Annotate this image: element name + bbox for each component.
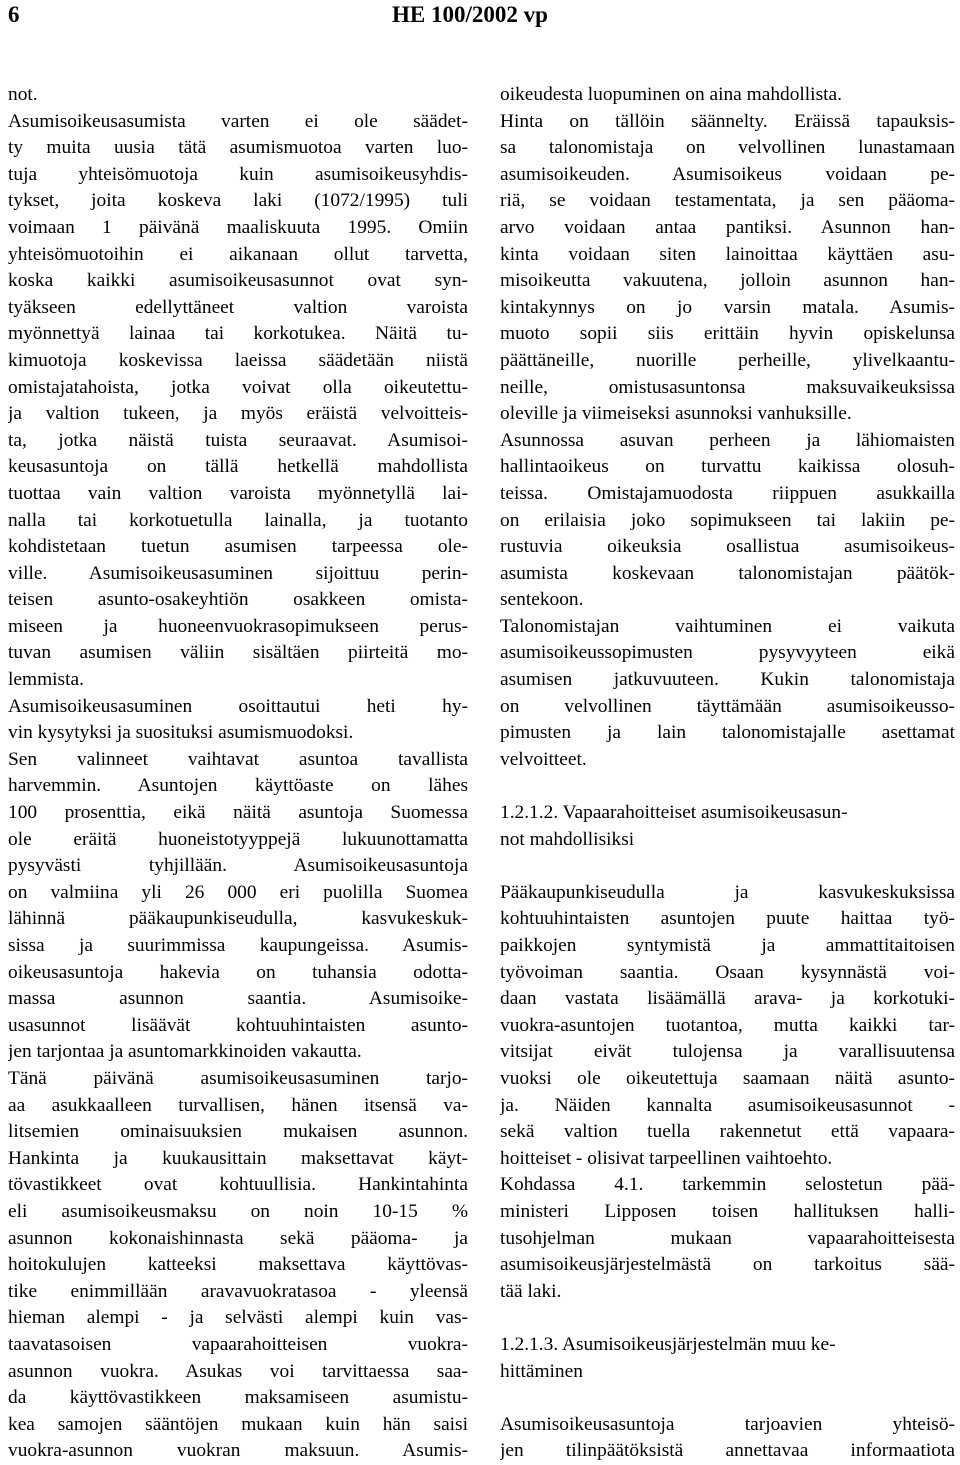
text-line: muoto sopii siis erittäin hyvin opiskelunsa <box>500 323 955 345</box>
text-line: Sen valinneet vaihtavat asuntoa tavallista <box>8 748 468 770</box>
text-line: hieman alempi - ja selvästi alempi kuin vas- <box>8 1307 468 1329</box>
text-line: Pääkaupunkiseudulla ja kasvukeskuksissa <box>500 881 955 903</box>
text-line: on velvollinen täyttämään asumisoikeusso- <box>500 695 955 717</box>
text-line: pimusten ja lain talonomistajalle asettamat <box>500 722 955 744</box>
text-line: ville. Asumisoikeusasuminen sijoittuu perin- <box>8 562 468 584</box>
text-line: yhteisömuotoihin ei aikanaan ollut tarvetta, <box>8 243 468 265</box>
text-line: sissa ja suurimmissa kaupungeissa. Asumis- <box>8 935 468 956</box>
text-line: massa asunnon saantia. Asumisoike- <box>8 988 468 1010</box>
text-line: teissa. Omistajamuodosta riippuen asukkailla <box>500 482 955 504</box>
text-line: asumisoikeussopimusten pysyvyyteen eikä <box>500 642 955 664</box>
text-line: Asunnossa asuvan perheen ja lähiomaisten <box>500 429 955 451</box>
text-line: ta, jotka näistä tuista seuraavat. Asumisoi- <box>8 429 468 451</box>
blank-line <box>500 853 955 880</box>
text-line: teisen asunto-osakeyhtiön osakkeen omista- <box>8 589 468 611</box>
text-line: kimuotoja koskevissa laeissa säädetään niistä <box>8 349 468 371</box>
text-line: sekä valtion tuella rakennetut että vapaara- <box>500 1121 955 1143</box>
text-line: Hinta on tällöin säännelty. Eräissä tapauksis- <box>500 110 955 132</box>
text-line: asumisoikeuden. Asumisoikeus voidaan pe- <box>500 163 955 185</box>
text-line: ja. Näiden kannalta asumisoikeusasunnot - <box>500 1094 955 1116</box>
text-line: päättäneille, nuorille perheille, ylivelkaantu- <box>500 349 955 371</box>
blank-line <box>500 773 955 800</box>
text-line: vitsijat eivät tulojensa ja varallisuutensa <box>500 1041 955 1063</box>
text-line: myönnettyä lainaa tai korkotukea. Näitä tu- <box>8 323 468 345</box>
text-line: paikkojen syntymistä ja ammattitaitoisen <box>500 935 955 956</box>
text-line: työvoiman saantia. Osaan kysynnästä voi- <box>500 961 955 983</box>
page-header <box>0 0 960 40</box>
text-line: sentekoon. <box>500 589 584 611</box>
text-line: asumisen jatkuvuuteen. Kukin talonomistaja <box>500 669 955 691</box>
text-line: hoitokulujen katteeksi maksettava käyttövas- <box>8 1254 468 1276</box>
text-line: on valmiina yli 26 000 eri puolilla Suomea <box>8 881 468 903</box>
text-line: jen tilinpäätöksistä annettavaa informaatiota <box>500 1440 955 1462</box>
text-line: vuoksi ole oikeutettuja saamaan näitä asunto- <box>500 1067 955 1089</box>
text-line: arvo voidaan antaa pantiksi. Asunnon han- <box>500 216 955 238</box>
text-line: Asumisoikeusasuntoja tarjoavien yhteisö- <box>500 1413 955 1435</box>
text-line: usasunnot lisäävät kohtuuhintaisten asunto- <box>8 1014 468 1036</box>
text-line: asumista koskevaan talonomistajan päätök- <box>500 562 955 584</box>
text-line: asunnon vuokra. Asukas voi tarvittaessa saa- <box>8 1360 468 1382</box>
text-line: da käyttövastikkeen maksamiseen asumistu- <box>8 1387 468 1409</box>
text-line: Talonomistajan vaihtuminen ei vaikuta <box>500 615 955 637</box>
text-line: lemmista. <box>8 669 84 691</box>
text-line: tusohjelman mukaan vapaarahoitteisesta <box>500 1227 955 1249</box>
text-line: tuja yhteisömuotoja kuin asumisoikeusyhdis- <box>8 163 468 185</box>
text-line: kintakynnys on jo varsin matala. Asumis- <box>500 296 955 318</box>
text-line: pysyvästi tyhjillään. Asumisoikeusasuntoja <box>8 855 468 877</box>
text-line: hoitteiset - olisivat tarpeellinen vaihtoehto. <box>500 1147 833 1169</box>
text-line: asunnon kokonaishinnasta sekä pääoma- ja <box>8 1227 468 1249</box>
text-line: tuvan asumisen väliin sisältäen piirteitä mo- <box>8 642 468 664</box>
text-line: tuottaa vain valtion varoista myönnetyllä lai- <box>8 482 468 504</box>
right-text-column <box>500 82 955 1465</box>
text-line: misoikeutta vakuutena, jolloin asunnon han- <box>500 270 955 292</box>
text-line: Kohdassa 4.1. tarkemmin selostetun pää- <box>500 1174 955 1196</box>
text-line: oikeudesta luopuminen on aina mahdollista. <box>500 84 842 105</box>
document-id: HE 100/2002 vp <box>392 2 548 27</box>
text-line: Asumisoikeusasumista varten ei ole säädet- <box>8 110 468 132</box>
text-line: 1.2.1.3. Asumisoikeusjärjestelmän muu ke- <box>500 1333 836 1355</box>
text-line: aa asukkaalleen turvallisen, hänen itsensä va- <box>8 1094 468 1116</box>
text-line: neille, omistusasuntonsa maksuvaikeuksissa <box>500 376 955 398</box>
text-line: hallintaoikeus on turvattu kaikissa olosuh- <box>500 456 955 478</box>
text-line: kohtuuhintaisten asuntojen puute haittaa työ- <box>500 908 955 930</box>
text-line: oikeusasuntoja hakevia on tuhansia odotta- <box>8 961 468 983</box>
text-line: ministeri Lipposen toisen hallituksen halli- <box>500 1200 955 1222</box>
text-line: omistajatahoista, jotka voivat olla oikeutettu- <box>8 376 468 398</box>
text-line: koska kaikki asumisoikeusasunnot ovat syn- <box>8 270 468 292</box>
text-line: jen tarjontaa ja asuntomarkkinoiden vakautta. <box>8 1041 362 1063</box>
text-line: ty muita uusia tätä asumismuotoa varten luo- <box>8 137 468 159</box>
text-line: nalla tai korkotuetulla lainalla, ja tuotanto <box>8 509 468 531</box>
text-line: taavatasoisen vapaarahoitteisen vuokra- <box>8 1333 468 1355</box>
text-line: tää laki. <box>500 1280 562 1302</box>
text-line: kinta voidaan siten lainoittaa käyttäen asu- <box>500 243 955 265</box>
text-line: tyäkseen edellyttäneet valtion varoista <box>8 296 468 318</box>
text-line: Asumisoikeusasuminen osoittautui heti hy- <box>8 695 468 717</box>
text-line: vin kysytyksi ja suosituksi asumismuodoksi. <box>8 722 354 744</box>
blank-line <box>500 1305 955 1332</box>
text-line: tykset, joita koskeva laki (1072/1995) tuli <box>8 190 468 212</box>
text-line: riä, se voidaan testamentata, ja sen pääoma- <box>500 190 955 212</box>
text-line: miseen ja huoneenvuokrasopimukseen perus- <box>8 615 468 637</box>
text-line: rustuvia oikeuksia osallistua asumisoikeus- <box>500 536 955 558</box>
text-line: litsemien ominaisuuksien mukaisen asunnon. <box>8 1121 468 1143</box>
text-line: Hankinta ja kuukausittain maksettavat käyt- <box>8 1147 468 1169</box>
text-line: 1.2.1.2. Vapaarahoitteiset asumisoikeusasun- <box>500 802 848 824</box>
text-line: 100 prosenttia, eikä näitä asuntoja Suomessa <box>8 802 468 824</box>
text-line: kea samojen sääntöjen mukaan kuin hän saisi <box>8 1413 468 1435</box>
text-line: sa talonomistaja on velvollinen lunastamaan <box>500 137 955 159</box>
text-line: ja valtion tukeen, ja myös eräistä velvoitteis- <box>8 403 468 425</box>
text-line: voimaan 1 päivänä maaliskuuta 1995. Omiin <box>8 216 468 238</box>
text-line: ole eräitä huoneistotyyppejä lukuunottamatta <box>8 828 468 850</box>
text-line: asumisoikeusjärjestelmästä on tarkoitus sää- <box>500 1254 955 1276</box>
left-text-column <box>8 82 468 1465</box>
text-line: not mahdollisiksi <box>500 828 635 850</box>
text-line: velvoitteet. <box>500 748 587 770</box>
text-line: Tänä päivänä asumisoikeusasuminen tarjo- <box>8 1067 468 1089</box>
text-line: vuokra-asuntojen tuotantoa, mutta kaikki tar- <box>500 1014 955 1036</box>
text-line: vuokra-asunnon vuokran maksuun. Asumis- <box>8 1440 468 1462</box>
text-line: tövastikkeet ovat kohtuullisia. Hankintahinta <box>8 1174 468 1196</box>
text-line: tike enimmillään aravavuokratasoa - yleensä <box>8 1280 468 1302</box>
text-line: eli asumisoikeusmaksu on noin 10-15 % <box>8 1200 468 1222</box>
text-line: lähinnä pääkaupunkiseudulla, kasvukeskuk- <box>8 908 468 930</box>
text-line: daan vastata lisäämällä arava- ja korkotuki- <box>500 988 955 1010</box>
blank-line <box>500 1385 955 1412</box>
text-line: hittäminen <box>500 1360 583 1382</box>
text-line: oleville ja viimeiseksi asunnoksi vanhuksille. <box>500 403 852 425</box>
page-number: 6 <box>8 2 20 27</box>
text-line: on erilaisia joko sopimukseen tai lakiin pe- <box>500 509 955 531</box>
text-line: kohdistetaan tuetun asumisen tarpeessa ole- <box>8 536 468 558</box>
text-line: harvemmin. Asuntojen käyttöaste on lähes <box>8 775 468 797</box>
text-line: keusasuntoja on tällä hetkellä mahdollista <box>8 456 468 478</box>
text-line: not. <box>8 84 38 105</box>
